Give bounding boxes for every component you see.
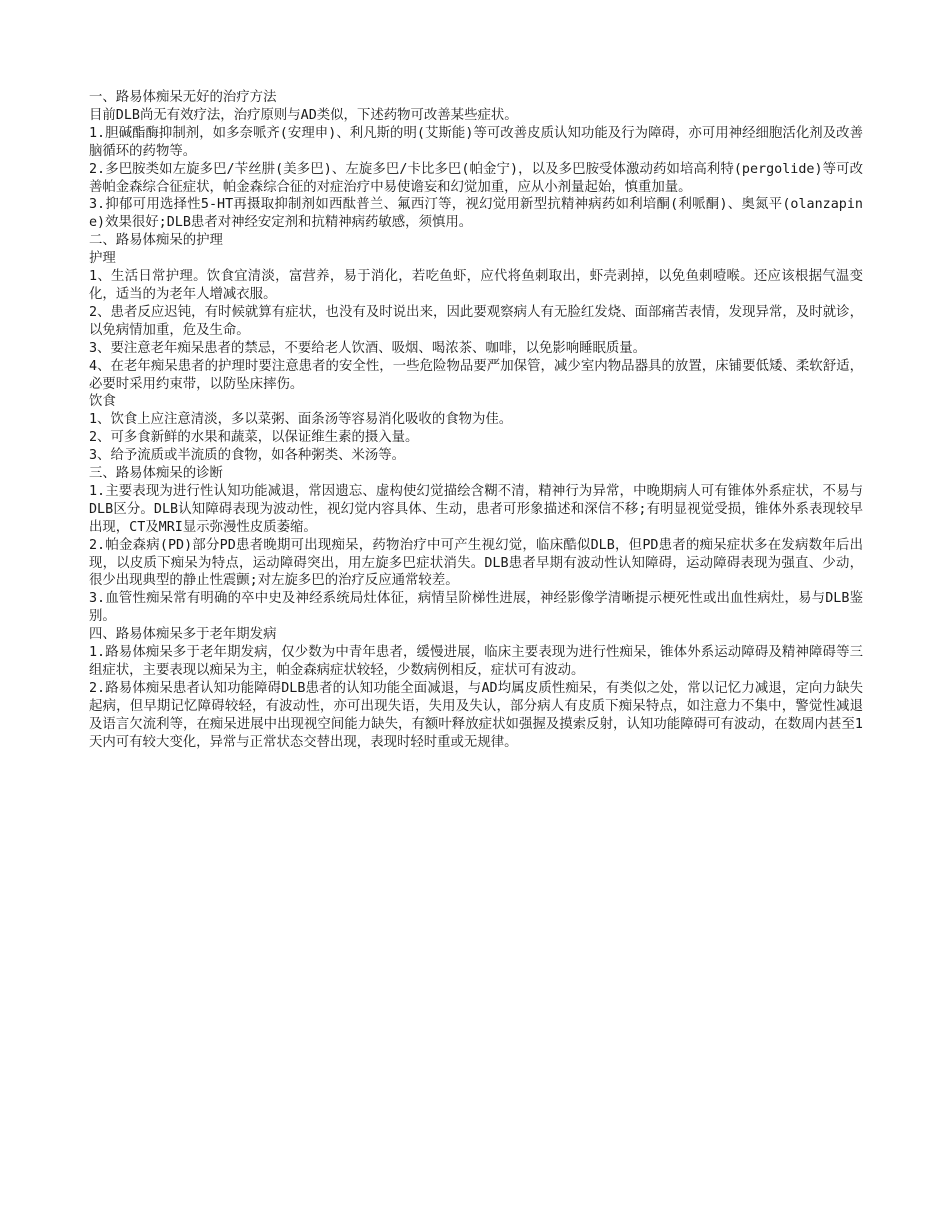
subheading-diet: 饮食 bbox=[89, 394, 116, 410]
paragraph-treatment-2: 2.多巴胺类如左旋多巴/苄丝肼(美多巴)、左旋多巴/卡比多巴(帕金宁)，以及多巴胺受体激动药如培高利特(pergolide)等可改善帕金森综合征症状，帕金森综合征的对症治疗中易使谵妄和幻觉加重，应从小剂量起始，慎重加量。 bbox=[89, 161, 863, 195]
paragraph-diagnosis-2: 2.帕金森病(PD)部分PD患者晚期可出现痴呆，药物治疗中可产生视幻觉，临床酷似DLB，但PD患者的痴呆症状多在发病数年后出现，以皮质下痴呆为特点，运动障碍突出，用左旋多巴症状消失。DLB患者早期有波动性认知障碍，运动障碍表现为强直、少动，很少出现典型的静止性震颤;对左旋多巴的治疗反应通常较差。 bbox=[89, 537, 863, 589]
paragraph-diet-1: 1、饮食上应注意清淡，多以菜粥、面条汤等容易消化吸收的食物为佳。 bbox=[89, 412, 513, 428]
paragraph-care-2: 2、患者反应迟钝，有时候就算有症状，也没有及时说出来，因此要观察病人有无脸红发烧、面部痛苦表情，发现异常，及时就诊，以免病情加重，危及生命。 bbox=[89, 304, 863, 338]
section-heading-nursing: 二、路易体痴呆的护理 bbox=[89, 233, 223, 249]
paragraph-diet-3: 3、给予流质或半流质的食物，如各种粥类、米汤等。 bbox=[89, 448, 406, 464]
paragraph-diagnosis-3: 3.血管性痴呆常有明确的卒中史及神经系统局灶体征，病情呈阶梯性进展，神经影像学清晰提示梗死性或出血性病灶，易与DLB鉴别。 bbox=[89, 591, 863, 625]
paragraph-treatment-3: 3.抑郁可用选择性5-HT再摄取抑制剂如西酞普兰、氟西汀等，视幻觉用新型抗精神病药如利培酮(利哌酮)、奥氮平(olanzapine)效果很好;DLB患者对神经安定剂和抗精神病药敏感，须慎用。 bbox=[89, 197, 863, 231]
paragraph-treatment-1: 1.胆碱酯酶抑制剂，如多奈哌齐(安理申)、利凡斯的明(艾斯能)等可改善皮质认知功能及行为障碍，亦可用神经细胞活化剂及改善脑循环的药物等。 bbox=[89, 125, 863, 159]
paragraph-care-3: 3、要注意老年痴呆患者的禁忌，不要给老人饮酒、吸烟、喝浓茶、咖啡，以免影响睡眠质量。 bbox=[89, 340, 647, 356]
paragraph-onset-2: 2.路易体痴呆患者认知功能障碍DLB患者的认知功能全面减退，与AD均属皮质性痴呆，有类似之处，常以记忆力减退，定向力缺失起病，但早期记忆障碍较轻，有波动性，亦可出现失语，失用及失认，部分病人有皮质下痴呆特点，如注意力不集中，警觉性减退及语言欠流利等，在痴呆进展中出现视空间能力缺失，有额叶释放症状如强握及摸索反射，认知功能障碍可有波动，在数周内甚至1天内可有较大变化，异常与正常状态交替出现，表现时轻时重或无规律。 bbox=[89, 680, 863, 750]
paragraph-care-1: 1、生活日常护理。饮食宜清淡，富营养，易于消化，若吃鱼虾，应代将鱼刺取出，虾壳剥掉，以免鱼刺噎喉。还应该根据气温变化，适当的为老年人增减衣服。 bbox=[89, 269, 863, 302]
subheading-care: 护理 bbox=[89, 251, 116, 267]
paragraph-care-4: 4、在老年痴呆患者的护理时要注意患者的安全性，一些危险物品要严加保管，减少室内物品器具的放置，床铺要低矮、柔软舒适，必要时采用约束带，以防坠床摔伤。 bbox=[89, 358, 863, 392]
paragraph-treatment-intro: 目前DLB尚无有效疗法，治疗原则与AD类似，下述药物可改善某些症状。 bbox=[89, 107, 518, 123]
section-heading-diagnosis: 三、路易体痴呆的诊断 bbox=[89, 466, 223, 482]
paragraph-diagnosis-1: 1.主要表现为进行性认知功能减退，常因遗忘、虚构使幻觉描绘含糊不清，精神行为异常，中晚期病人可有锥体外系症状，不易与DLB区分。DLB认知障碍表现为波动性，视幻觉内容具体、生动，患者可形象描述和深信不移;有明显视觉受损，锥体外系表现较早出现，CT及MRI显示弥漫性皮质萎缩。 bbox=[89, 483, 863, 535]
section-heading-onset: 四、路易体痴呆多于老年期发病 bbox=[89, 627, 277, 643]
paragraph-diet-2: 2、可多食新鲜的水果和蔬菜，以保证维生素的摄入量。 bbox=[89, 430, 419, 446]
document-page bbox=[89, 89, 863, 752]
section-heading-treatment: 一、路易体痴呆无好的治疗方法 bbox=[89, 90, 277, 105]
paragraph-onset-1: 1.路易体痴呆多于老年期发病，仅少数为中青年患者，缓慢进展，临床主要表现为进行性痴呆，锥体外系运动障碍及精神障碍等三组症状，主要表现以痴呆为主，帕金森病症状较轻，少数病例相反，症状可有波动。 bbox=[89, 645, 863, 678]
